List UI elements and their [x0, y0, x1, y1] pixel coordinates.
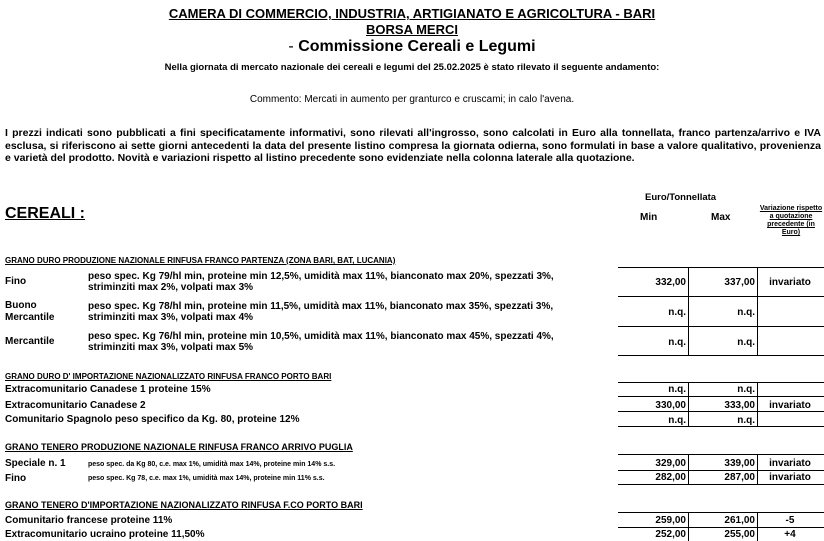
price-min: 282,00 — [655, 472, 686, 483]
product-name: Extracomunitario ucraino proteine 11,50% — [5, 529, 205, 540]
section-title: CEREALI : — [5, 205, 85, 222]
disclaimer-text: I prezzi indicati sono pubblicati a fini specificatamente informativi, sono rilevati all'ingrosso, sono calcolati in Euro alla tonnellata, franco partenza/arrivo e IVA esclusa, si riferiscono ai sette giorni antecedenti la data del presente listino compresa la giornata odierna, sono formulati in base a valore qualitativo, provenienza e varietà del prodotto. Novità e variazioni rispetto al listino precedente sono evidenziate nella colonna laterale alla quotazione. — [5, 127, 821, 164]
price-max: 337,00 — [724, 277, 755, 288]
price-min: 332,00 — [655, 277, 686, 288]
group-title: GRANO DURO PRODUZIONE NAZIONALE RINFUSA FRANCO PARTENZA (ZONA BARI, BAT, LUCANIA) — [5, 256, 396, 265]
group-title: GRANO TENERO PRODUZIONE NAZIONALE RINFUSA FRANCO ARRIVO PUGLIA — [5, 442, 353, 452]
min-header: Min — [640, 212, 658, 223]
product-name: Comunitario francese proteine 11% — [5, 515, 173, 526]
product-name: Speciale n. 1 — [5, 458, 66, 469]
group-title: GRANO TENERO D'IMPORTAZIONE NAZIONALIZZATO RINFUSA F.CO PORTO BARI — [5, 500, 363, 510]
price-min: 252,00 — [655, 529, 686, 540]
group-title: GRANO DURO D' IMPORTAZIONE NAZIONALIZZATO RINFUSA FRANCO PORTO BARI — [5, 372, 332, 381]
title-dash: - — [288, 38, 299, 55]
market-comment: Commento: Mercati in aumento per granturco e cruscami; in calo l'avena. — [249, 94, 575, 105]
product-desc: peso spec. Kg 78, c.e. max 1%, umidità max 14%, proteine min 11% s.s. — [88, 475, 325, 482]
price-max: n.q. — [737, 415, 755, 426]
price-variation: invariato — [769, 472, 811, 483]
product-name: Fino — [5, 473, 27, 484]
price-variation: invariato — [769, 458, 811, 469]
commission-name: Commissione Cereali e Legumi — [298, 38, 536, 55]
product-name: Extracomunitario Canadese 1 proteine 15% — [5, 384, 211, 395]
product-desc: peso spec. Kg 76/hl min, proteine min 10,5%, umidità max 11%, bianconato max 45%, spezzati 4%, striminziti max 3%, volpati max 5% — [88, 331, 554, 353]
price-max: 255,00 — [724, 529, 755, 540]
price-max: n.q. — [737, 337, 755, 348]
price-variation: +4 — [784, 529, 796, 540]
product-desc: peso spec. Kg 79/hl min, proteine min 12,5%, umidità max 11%, bianconato max 20%, spezzati 3%, striminziti max 2%, volpati max 3% — [88, 271, 554, 293]
product-desc: peso spec. da Kg 80, c.e. max 1%, umidità max 14%, proteine min 14% s.s. — [88, 461, 336, 468]
price-min: 329,00 — [655, 458, 686, 469]
price-max: n.q. — [737, 307, 755, 318]
commission-title — [0, 38, 824, 56]
price-max: 287,00 — [724, 472, 755, 483]
price-max: 339,00 — [724, 458, 755, 469]
price-max: n.q. — [737, 384, 755, 395]
price-min: n.q. — [668, 307, 686, 318]
chamber-title: CAMERA DI COMMERCIO, INDUSTRIA, ARTIGIANATO E AGRICOLTURA - BARI — [168, 6, 656, 21]
max-header: Max — [711, 212, 731, 223]
price-max: 261,00 — [724, 515, 755, 526]
price-variation: -5 — [785, 515, 795, 526]
price-max: 333,00 — [724, 400, 755, 411]
product-name: Comunitario Spagnolo peso specifico da Kg. 80, proteine 12% — [5, 414, 300, 425]
product-name: Mercantile — [5, 336, 55, 347]
price-min: 330,00 — [655, 400, 686, 411]
product-name: Fino — [5, 276, 27, 287]
market-intro: Nella giornata di mercato nazionale dei cereali e legumi del 25.02.2025 è stato rilevato il seguente andamento: — [164, 62, 660, 73]
price-min: 259,00 — [655, 515, 686, 526]
price-min: n.q. — [668, 337, 686, 348]
variation-header: Variazione rispetto a quotazione precedente (in Euro) — [759, 205, 823, 236]
product-name: Extracomunitario Canadese 2 — [5, 400, 146, 411]
price-variation: invariato — [769, 277, 811, 288]
product-desc: peso spec. Kg 78/hl min, proteine min 11,5%, umidità max 11%, bianconato max 35%, spezzati 3%, striminziti max 3%, volpati max 4% — [88, 301, 554, 323]
euro-ton-header: Euro/Tonnellata — [645, 192, 717, 203]
price-min: n.q. — [668, 384, 686, 395]
price-variation: invariato — [769, 400, 811, 411]
price-min: n.q. — [668, 415, 686, 426]
product-name: Buono Mercantile — [5, 300, 55, 323]
exchange-title: BORSA MERCI — [366, 22, 458, 37]
